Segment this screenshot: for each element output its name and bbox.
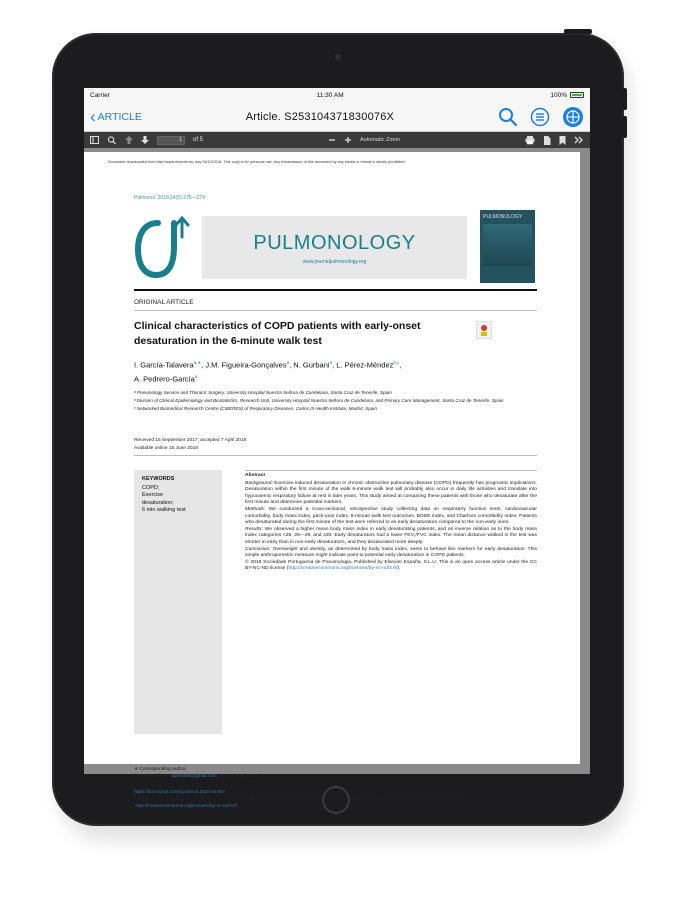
battery-icon: [570, 92, 584, 98]
abstract-heading: Abstract: [245, 470, 537, 480]
affiliation-item: ᵃ Pneumology Service and Thoracic Surgery, University Hospital Nuestra Señora de Candelaria, Santa Cruz de Tenerife, Spain: [134, 390, 392, 395]
author-separator: ,: [201, 360, 206, 370]
abstract-label: Conclusion:: [245, 546, 271, 552]
bookmark-icon[interactable]: [559, 136, 566, 145]
pdf-page: [84, 152, 580, 808]
back-button[interactable]: [90, 108, 142, 125]
cover-label: PULMONOLOGY: [483, 214, 523, 220]
author-affiliation-mark[interactable]: a: [194, 373, 198, 379]
screen: [84, 88, 590, 808]
affiliation-item: ᶜ Networked Biomedical Research Centre (CIBERES) of Respiratory Diseases, Carlos III Health Institute, Madrid, Spain: [134, 406, 377, 411]
received-date: Received 15 September 2017; accepted 7 April 2018: [134, 438, 247, 443]
keyword-item: desaturation;: [142, 499, 174, 506]
keyword-item: Exercise: [142, 492, 164, 498]
footer-license-link[interactable]: http://creativecommons.org/licenses/by-nc-nd/4.0/: [135, 802, 237, 808]
license-close: ).: [397, 566, 401, 572]
volume-down-button: [622, 116, 627, 138]
abstract-text: We observed a higher mean body mass index in early desaturating patients, and an inverse relation as to the body mass index categories <25, 25—29, and ≥30. Early desaturators had a lower FEV₁/FVC index. The mean distance walked in the test was shorter in early than in non-early desaturators, and they desaturated more deeply.: [245, 526, 537, 545]
back-label: ARTICLE: [97, 110, 142, 123]
email-owner: (I. García-Talavera).: [216, 774, 261, 779]
zoom-out-icon[interactable]: [328, 136, 336, 144]
abstract-text: We conducted a cross-sectional, retrospective study collecting data on respiratory function tests, cardiovascular comorbidity, body mass index, pack-year index, 6-minute walk test outcomes, BODE index, and Charlson comorbidity index. Patients who desaturated during the first minute of the test were referred to as early desaturators compared to the non-early ones.: [245, 506, 537, 526]
corresp-email-line: [134, 773, 534, 780]
double-chevron-right-icon[interactable]: [574, 136, 584, 144]
doi-link[interactable]: https://doi.org/10.1016/j.pulmoe.2018.04.007: [134, 789, 226, 794]
volume-up-button: [622, 88, 627, 110]
page-total-label: of 5: [193, 137, 204, 143]
author-separator: ,: [399, 360, 402, 370]
download-note: Document downloaded from http://www.elsevier.es, day 04/10/2018. This copy is for personal use. Any transmission of this document by any media or format is strictly prohibited.: [108, 160, 406, 164]
abstract-label: Methods:: [245, 506, 266, 512]
author-affiliation-mark[interactable]: a: [286, 360, 290, 365]
corresp-label: ∗ Corresponding author.: [134, 767, 187, 772]
author-affiliation-mark[interactable]: a,∗: [193, 360, 202, 365]
article-dates: [134, 437, 434, 452]
status-bar: [84, 88, 590, 102]
author-affiliation-mark[interactable]: b,c: [393, 360, 400, 365]
nav-actions: [498, 106, 584, 128]
journal-banner: [202, 216, 467, 279]
print-icon[interactable]: [525, 136, 535, 144]
download-icon[interactable]: [543, 136, 551, 145]
sidebar-toggle-icon[interactable]: [90, 136, 99, 144]
keyword-item: 6 min walking test: [142, 507, 186, 513]
arrow-up-icon[interactable]: [125, 136, 133, 144]
license-link[interactable]: http://creativecommons.org/licenses/by-nc-nd/4.0/: [288, 566, 398, 572]
footer-license: [134, 796, 537, 810]
abstract-label: Background:: [245, 480, 273, 486]
page-title: Article. S253104371830076X: [245, 110, 395, 123]
journal-citation[interactable]: Pulmonol. 2018;24(5):275—279: [134, 195, 205, 201]
pdf-toolbar: [84, 132, 590, 148]
abstract-paragraph: [245, 527, 537, 547]
author-list: [134, 357, 534, 384]
arrow-down-icon[interactable]: [141, 136, 149, 144]
zoom-select[interactable]: Automatic Zoom: [359, 137, 401, 143]
license-paragraph: [245, 560, 537, 573]
author-name: J.M. Figueira-Gonçalves: [205, 360, 287, 370]
carrier-label: Carrier: [90, 91, 110, 99]
email-link[interactable]: igarmarb@gmail.com: [171, 774, 217, 779]
journal-logo-icon: [134, 215, 194, 283]
article-section: ORIGINAL ARTICLE: [134, 299, 194, 306]
search-icon[interactable]: [498, 107, 518, 127]
author-name: N. Gurbani: [293, 360, 330, 370]
abstract: [245, 470, 537, 573]
page-number-input[interactable]: 1: [157, 136, 185, 145]
pdf-viewer[interactable]: [84, 148, 590, 808]
journal-url[interactable]: www.journalpulmonology.org: [302, 259, 367, 265]
footer-close: ).: [236, 802, 240, 808]
dates-rule: [134, 455, 537, 456]
abstract-label: Results:: [245, 526, 263, 532]
abstract-text: Exercise-induced desaturation in chronic obstructive pulmonary disease (COPD) frequently has prognostic implications. Desaturation within the first minute of the walk 6-minute walk test will probably also occur in daily life activities and translate into hypoxaemic respiratory failure at rest in later years. This study aimed at comparing these patients with those who desaturate after the first minute and determine potential markers.: [245, 480, 537, 506]
abstract-paragraph: [245, 481, 537, 507]
cover-art: [483, 224, 532, 266]
globe-icon[interactable]: [562, 106, 584, 128]
license-text: © 2018 Sociedade Portuguesa de Pneumologia. Published by Elsevier España, S.L.U. This is an open access article under the CC BY-NC-ND license (: [245, 559, 537, 572]
front-camera: [335, 54, 341, 60]
battery-percent: 100%: [550, 91, 567, 99]
corresponding-author: [134, 766, 534, 780]
nav-bar: [84, 102, 590, 132]
journal-cover: [480, 210, 535, 283]
abstract-paragraph: [245, 507, 537, 527]
list-icon[interactable]: [530, 107, 550, 127]
journal-name: PULMONOLOGY: [253, 232, 416, 254]
abstract-paragraph: [245, 547, 537, 560]
zoom-in-icon[interactable]: [344, 136, 352, 144]
chevron-left-icon: ‹: [90, 107, 96, 126]
author-name: L. Pérez-Méndez: [336, 360, 394, 370]
author-name: I. García-Talavera: [134, 360, 194, 370]
crossmark-icon[interactable]: [476, 321, 492, 339]
header-rule: [134, 289, 537, 291]
battery-indicator: [550, 92, 584, 99]
section-rule: [134, 310, 537, 311]
abstract-text: Overweight and obesity, as determined by body mass index, seem to behave like markers for early desaturation. This simple anthropometric measure might indicate point to potential early desaturation in COPD patients.: [245, 546, 537, 559]
available-date: Available online 15 June 2018: [134, 445, 198, 451]
article-footer: [134, 789, 537, 809]
author-separator: ,: [289, 360, 294, 370]
affiliation-item: ᵇ Division of Clinical Epidemiology and Biostatistics, Research Unit, University Hospital Nuestra Señora de Candelaria, and Primary Care Management, Santa Cruz de Tenerife, Spain: [134, 398, 504, 403]
author-separator: ,: [332, 360, 337, 370]
affiliations: [134, 389, 534, 413]
footer-text: 2531-0437/© 2018 Sociedade Portuguesa de Pneumologia. Published by Elsevier España, S.L.U. This is an open access article under the CC BY-NC-ND license (: [134, 795, 462, 808]
keywords-box: [134, 470, 222, 734]
author-name: A. Pedrero-García: [134, 374, 195, 383]
status-time: 11:30 AM: [316, 91, 344, 99]
email-label: E-mail address:: [136, 774, 172, 779]
article-title: Clinical characteristics of COPD patients with early-onset desaturation in the 6-minute walk test: [134, 320, 421, 347]
power-button: [564, 29, 592, 34]
author-affiliation-mark[interactable]: a: [329, 360, 333, 365]
find-icon[interactable]: [107, 136, 117, 144]
keywords-heading: KEYWORDS: [142, 476, 175, 482]
keyword-item: COPD;: [142, 484, 160, 491]
